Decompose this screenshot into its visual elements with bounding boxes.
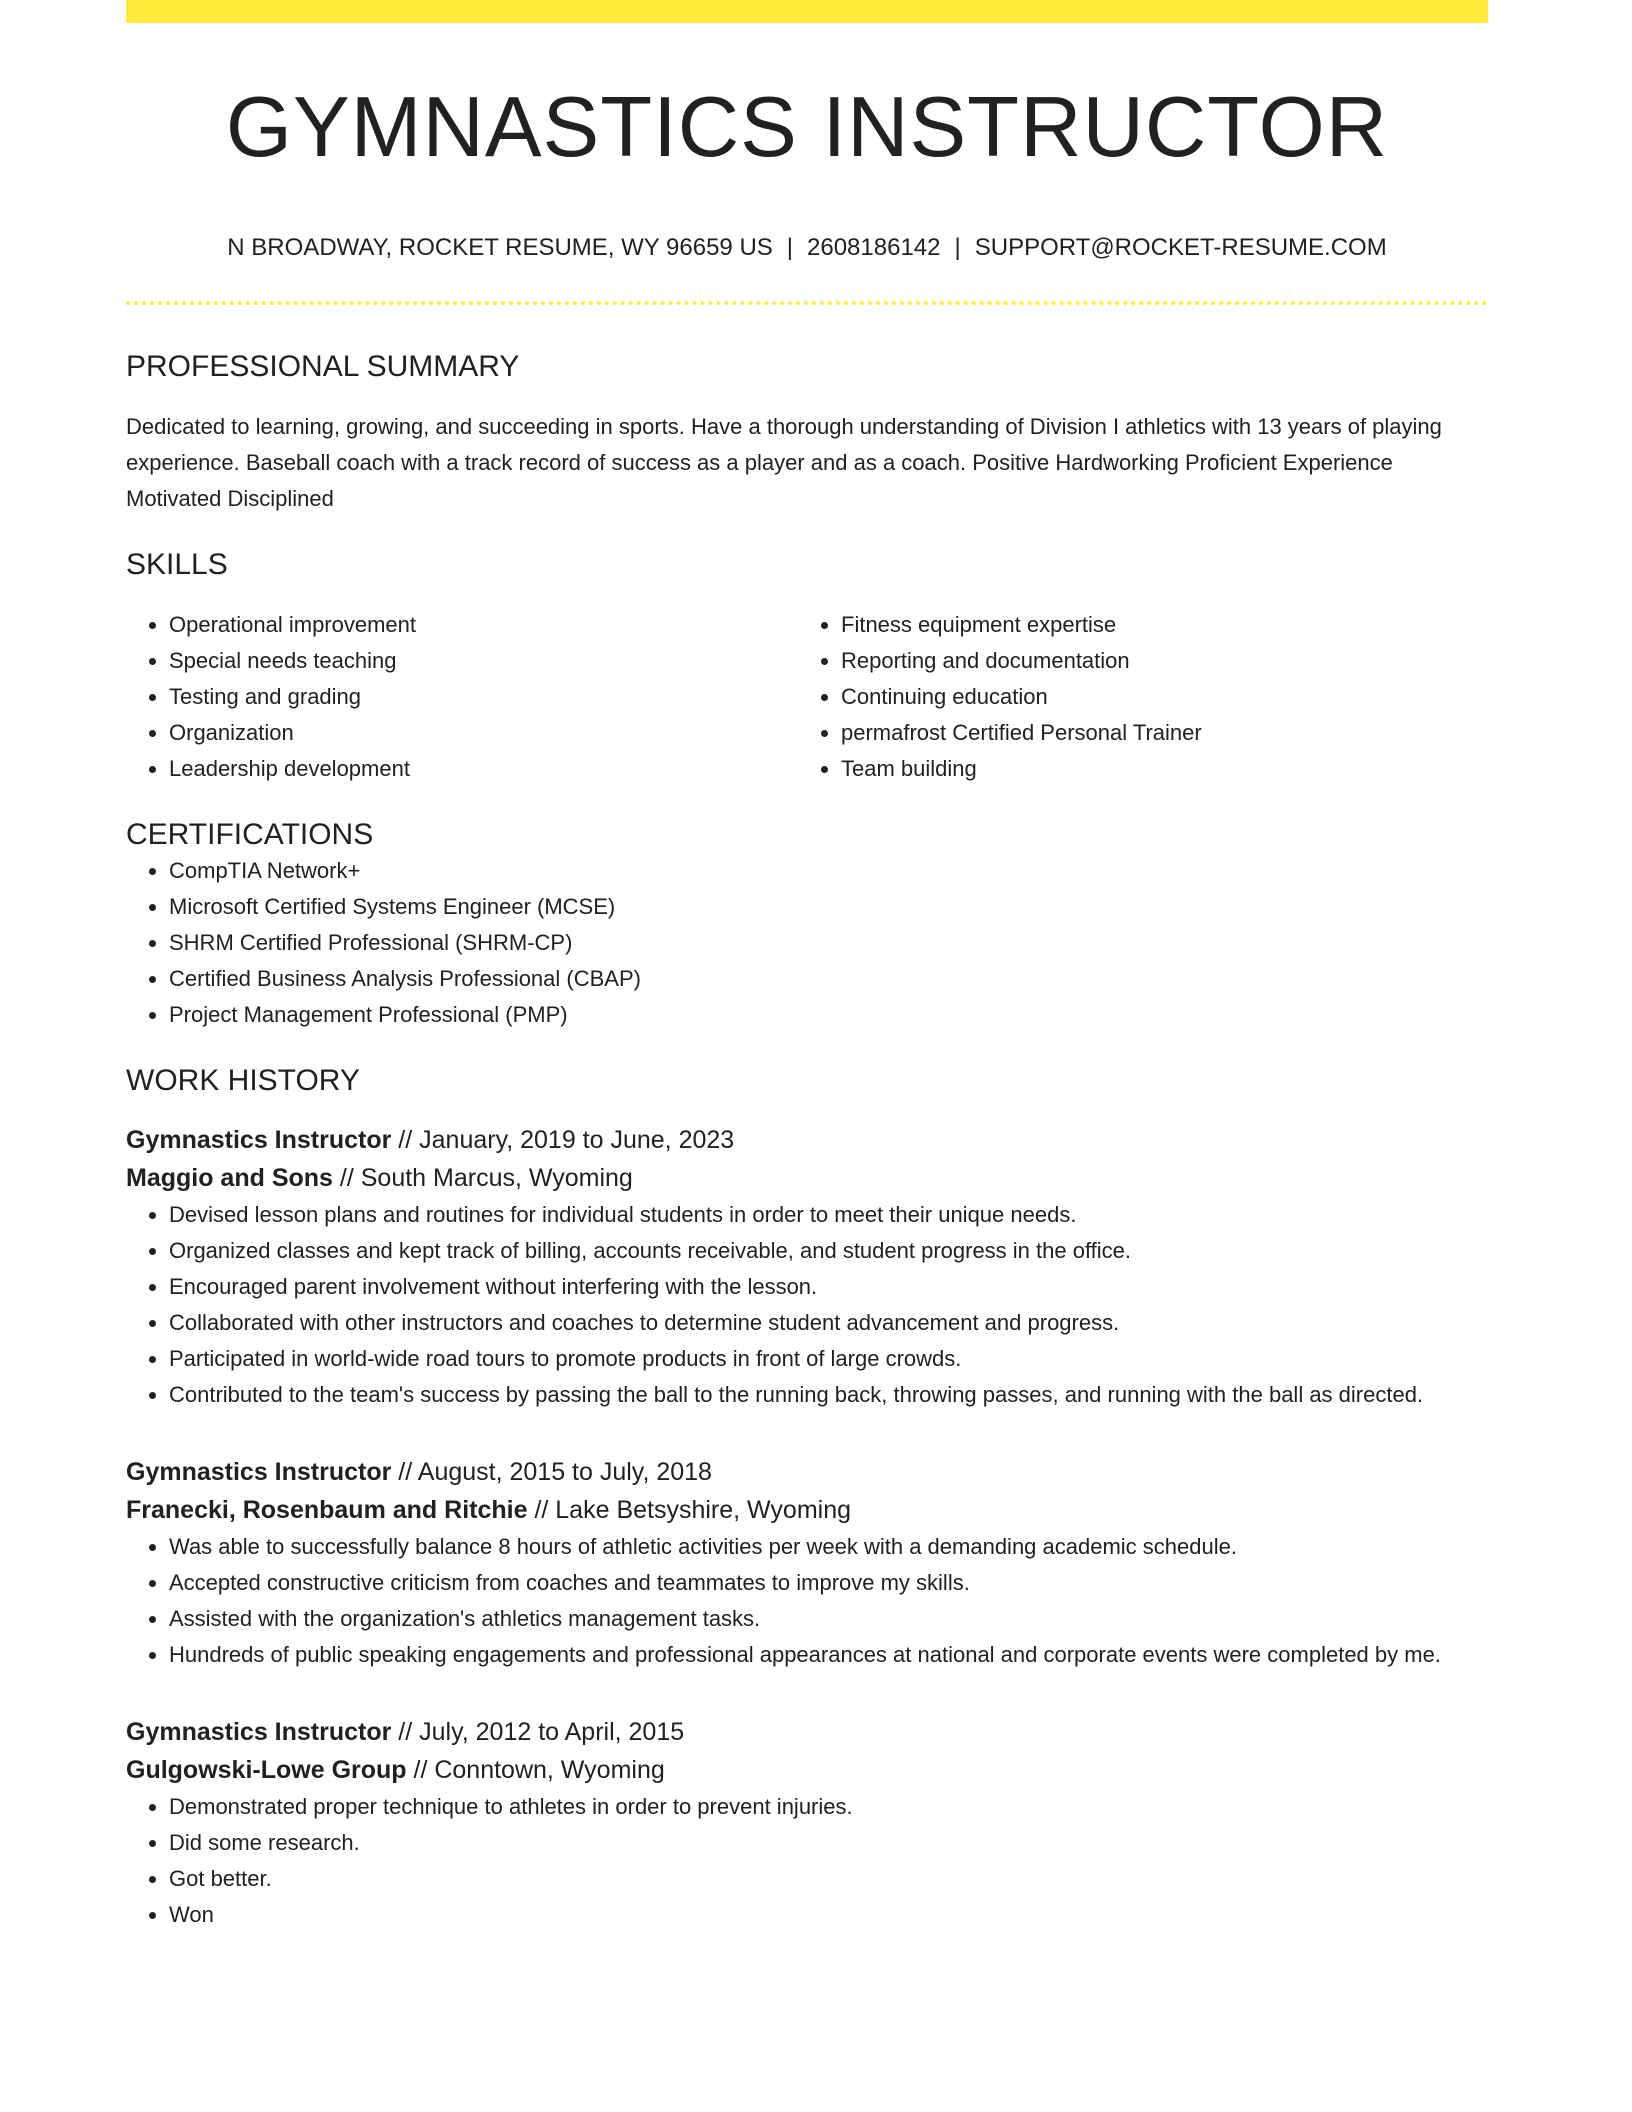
job-duties-list [126, 1789, 1488, 1933]
job-location: // South Marcus, Wyoming [332, 1164, 633, 1192]
skill-item: • Operational improvement [169, 607, 798, 643]
skill-item: • Special needs teaching [169, 643, 798, 679]
job-company-line [126, 1751, 1488, 1789]
skill-item: • Organization [169, 715, 798, 751]
job-duty: • Contributed to the team's success by passing the ball to the running back, throwing passes, and running with the ball as directed. [169, 1377, 1488, 1413]
certifications-list [126, 853, 1488, 1033]
job-company: Franecki, Rosenbaum and Ritchie [126, 1496, 528, 1524]
contact-phone: 2608186142 [807, 234, 941, 261]
summary-text: Dedicated to learning, growing, and succeeding in sports. Have a thorough understanding of Division I athletics with 13 years of playing experience. Baseball coach with a track record of success as a player and as a coach. Positive Hardworking Proficient Experience Motivated Disciplined [126, 414, 1442, 511]
skills-heading: SKILLS [126, 548, 228, 581]
skill-item: • Fitness equipment expertise [841, 607, 1470, 643]
skill-item: • Continuing education [841, 679, 1470, 715]
job-company: Maggio and Sons [126, 1164, 333, 1192]
job-location: // Lake Betsyshire, Wyoming [527, 1496, 852, 1524]
skills-right-column [798, 607, 1470, 787]
certifications-heading: CERTIFICATIONS [126, 818, 374, 851]
dotted-divider [126, 301, 1488, 305]
contact-address: N BROADWAY, ROCKET RESUME, WY 96659 US [227, 234, 773, 261]
job-role: Gymnastics Instructor [126, 1458, 392, 1486]
job-duty: • Organized classes and kept track of billing, accounts receivable, and student progress in the office. [169, 1233, 1488, 1269]
job-role-line [126, 1453, 1488, 1491]
skill-item: • Reporting and documentation [841, 643, 1470, 679]
job-duty: • Hundreds of public speaking engagements and professional appearances at national and corporate events were completed by me. [169, 1637, 1488, 1673]
job-dates: // July, 2012 to April, 2015 [391, 1718, 685, 1746]
job-duty: • Encouraged parent involvement without interfering with the lesson. [169, 1269, 1488, 1305]
job-role: Gymnastics Instructor [126, 1126, 392, 1154]
certification-item: • CompTIA Network+ [169, 853, 1488, 889]
certification-item: • Microsoft Certified Systems Engineer (MCSE) [169, 889, 1488, 925]
contact-email: SUPPORT@ROCKET-RESUME.COM [974, 234, 1387, 261]
skill-item: • Testing and grading [169, 679, 798, 715]
job-duty: • Did some research. [169, 1825, 1488, 1861]
summary-heading: PROFESSIONAL SUMMARY [126, 350, 520, 383]
skills-right-list [798, 607, 1470, 787]
job-location: // Conntown, Wyoming [406, 1756, 665, 1784]
contact-separator: | [954, 234, 961, 261]
job-duties-list [126, 1529, 1488, 1673]
job-company-line [126, 1159, 1488, 1197]
job-entry [126, 1453, 1488, 1673]
skills-left-list [126, 607, 798, 787]
job-duty: • Assisted with the organization's athletics management tasks. [169, 1601, 1488, 1637]
job-dates: // August, 2015 to July, 2018 [391, 1458, 712, 1486]
job-entry [126, 1713, 1488, 1933]
contact-separator: | [786, 234, 794, 261]
resume-content [126, 0, 1488, 1933]
job-duties-list [126, 1197, 1488, 1413]
job-company-line [126, 1491, 1488, 1529]
job-duty: • Demonstrated proper technique to athletes in order to prevent injuries. [169, 1789, 1488, 1825]
certification-item: • Project Management Professional (PMP) [169, 997, 1488, 1033]
job-duty: • Got better. [169, 1861, 1488, 1897]
skill-item: • Leadership development [169, 751, 798, 787]
certification-item: • Certified Business Analysis Professional (CBAP) [169, 961, 1488, 997]
job-duty: • Was able to successfully balance 8 hours of athletic activities per week with a demanding academic schedule. [169, 1529, 1488, 1565]
candidate-title: GYMNASTICS INSTRUCTOR [225, 80, 1389, 175]
job-entry [126, 1121, 1488, 1413]
job-duty: • Won [169, 1897, 1488, 1933]
skill-item: • permafrost Certified Personal Trainer [841, 715, 1470, 751]
work-history-heading: WORK HISTORY [126, 1064, 360, 1097]
job-dates: // January, 2019 to June, 2023 [391, 1126, 735, 1154]
job-duty: • Collaborated with other instructors and coaches to determine student advancement and progress. [169, 1305, 1488, 1341]
job-duty: • Accepted constructive criticism from coaches and teammates to improve my skills. [169, 1565, 1488, 1601]
job-role-line [126, 1713, 1488, 1751]
job-duty: • Devised lesson plans and routines for individual students in order to meet their unique needs. [169, 1197, 1488, 1233]
job-role: Gymnastics Instructor [126, 1718, 392, 1746]
job-company: Gulgowski-Lowe Group [126, 1756, 407, 1784]
skills-left-column [126, 607, 798, 787]
skill-item: • Team building [841, 751, 1470, 787]
job-duty: • Participated in world-wide road tours to promote products in front of large crowds. [169, 1341, 1488, 1377]
skills-columns [126, 607, 1488, 787]
contact-line [126, 233, 1488, 263]
certification-item: • SHRM Certified Professional (SHRM-CP) [169, 925, 1488, 961]
job-role-line [126, 1121, 1488, 1159]
